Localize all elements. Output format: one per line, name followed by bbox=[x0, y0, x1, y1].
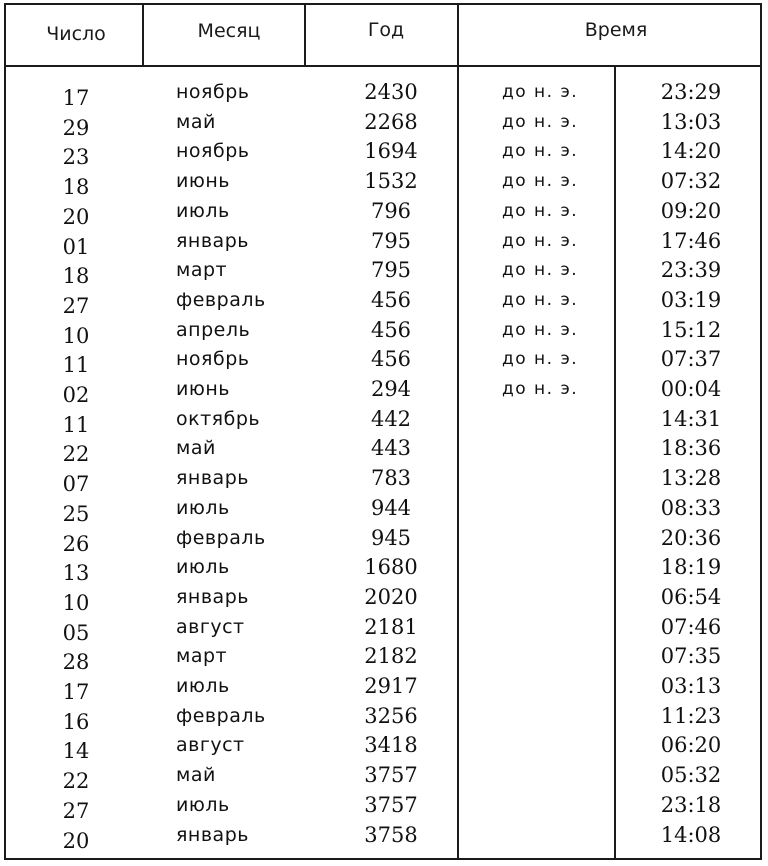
year-cell: 1532 bbox=[364, 169, 418, 194]
time-cell: 03:13 bbox=[660, 674, 722, 698]
time-cell: 23:39 bbox=[660, 258, 722, 283]
day-cell: 10 bbox=[62, 590, 90, 615]
day-cell: 17 bbox=[62, 86, 90, 110]
year-cell: 456 bbox=[370, 287, 412, 312]
day-cell: 16 bbox=[62, 709, 90, 734]
table-row bbox=[6, 821, 760, 851]
day-cell: 23 bbox=[62, 145, 90, 170]
day-cell: 05 bbox=[62, 620, 90, 645]
time-cell: 08:33 bbox=[660, 495, 722, 520]
year-cell: 3758 bbox=[364, 822, 418, 847]
time-cell: 00:04 bbox=[660, 377, 722, 401]
day-cell: 10 bbox=[62, 323, 90, 348]
time-cell: 14:08 bbox=[660, 822, 722, 847]
header-year: Год bbox=[367, 19, 405, 41]
month-cell: январь bbox=[176, 585, 249, 608]
table-row bbox=[6, 524, 760, 554]
year-cell: 2268 bbox=[364, 109, 418, 134]
table-row bbox=[6, 108, 760, 138]
month-cell: январь bbox=[176, 467, 249, 490]
time-cell: 09:20 bbox=[660, 198, 722, 223]
era-cell: до н. э. bbox=[502, 111, 579, 132]
day-cell: 18 bbox=[62, 264, 90, 289]
time-cell: 03:19 bbox=[660, 287, 722, 312]
year-cell: 3256 bbox=[364, 703, 418, 728]
month-cell: ноябрь bbox=[176, 81, 250, 103]
table-row bbox=[6, 642, 760, 675]
year-cell: 795 bbox=[370, 228, 412, 253]
time-cell: 07:46 bbox=[660, 614, 722, 639]
month-cell: июль bbox=[176, 675, 230, 697]
day-cell: 20 bbox=[62, 204, 90, 229]
month-cell: август bbox=[176, 734, 245, 757]
table-row bbox=[6, 761, 760, 794]
month-cell: апрель bbox=[176, 318, 251, 341]
month-cell: ноябрь bbox=[176, 348, 250, 371]
era-cell: до н. э. bbox=[502, 82, 579, 102]
month-cell: март bbox=[176, 645, 228, 668]
year-cell: 783 bbox=[370, 466, 412, 491]
day-cell: 11 bbox=[62, 412, 90, 437]
year-cell: 442 bbox=[370, 406, 412, 431]
month-cell: февраль bbox=[176, 288, 266, 311]
table-row bbox=[6, 375, 760, 405]
time-cell: 06:54 bbox=[660, 584, 722, 609]
year-cell: 2181 bbox=[364, 614, 418, 639]
month-cell: январь bbox=[176, 823, 249, 846]
year-cell: 1694 bbox=[364, 139, 418, 164]
table-row bbox=[6, 553, 760, 586]
era-cell: до н. э. bbox=[502, 141, 579, 162]
time-cell: 07:32 bbox=[660, 169, 722, 194]
day-cell: 27 bbox=[62, 293, 90, 318]
month-cell: май bbox=[176, 764, 216, 787]
table-row bbox=[6, 137, 760, 170]
table-row bbox=[6, 227, 760, 257]
header-day: Число bbox=[46, 23, 106, 45]
table-row bbox=[6, 702, 760, 732]
table-row bbox=[6, 464, 760, 497]
year-cell: 1680 bbox=[364, 555, 418, 580]
time-cell: 07:35 bbox=[660, 644, 722, 669]
time-cell: 07:37 bbox=[660, 347, 722, 372]
year-cell: 2430 bbox=[364, 80, 418, 104]
year-cell: 795 bbox=[370, 258, 412, 283]
table-row bbox=[6, 286, 760, 316]
year-cell: 3757 bbox=[364, 792, 418, 817]
table-row bbox=[6, 494, 760, 524]
day-cell: 18 bbox=[62, 175, 90, 200]
era-cell: до н. э. bbox=[502, 349, 579, 370]
era-cell: до н. э. bbox=[502, 319, 579, 340]
day-cell: 26 bbox=[62, 531, 90, 556]
header-time: Время bbox=[584, 19, 648, 41]
month-cell: май bbox=[176, 437, 216, 460]
time-cell: 14:20 bbox=[660, 139, 722, 164]
time-cell: 18:36 bbox=[660, 436, 722, 461]
time-cell: 13:03 bbox=[660, 109, 722, 134]
table-row bbox=[6, 434, 760, 467]
table-row bbox=[6, 345, 760, 378]
month-cell: май bbox=[176, 110, 216, 133]
year-cell: 2917 bbox=[364, 674, 418, 698]
year-cell: 3757 bbox=[364, 763, 418, 788]
day-cell: 13 bbox=[62, 561, 90, 586]
year-cell: 2182 bbox=[364, 644, 418, 669]
year-cell: 3418 bbox=[364, 733, 418, 758]
table-row bbox=[6, 731, 760, 764]
month-cell: июль bbox=[176, 496, 230, 519]
year-cell: 945 bbox=[370, 525, 412, 550]
year-cell: 796 bbox=[370, 198, 412, 223]
table-row bbox=[6, 583, 760, 613]
year-cell: 456 bbox=[370, 317, 412, 342]
month-cell: ноябрь bbox=[176, 140, 250, 163]
month-cell: август bbox=[176, 615, 245, 638]
month-cell: июнь bbox=[176, 378, 230, 400]
day-cell: 27 bbox=[62, 798, 90, 823]
time-cell: 05:32 bbox=[660, 763, 722, 788]
month-cell: июль bbox=[176, 199, 230, 222]
day-cell: 01 bbox=[62, 234, 90, 259]
table-row bbox=[6, 672, 760, 702]
table-row bbox=[6, 78, 760, 108]
day-cell: 22 bbox=[62, 769, 90, 794]
day-cell: 17 bbox=[62, 680, 90, 704]
table-row bbox=[6, 197, 760, 227]
time-cell: 15:12 bbox=[660, 317, 722, 342]
day-cell: 29 bbox=[62, 115, 90, 140]
year-cell: 2020 bbox=[364, 584, 418, 609]
day-cell: 20 bbox=[62, 828, 90, 853]
era-cell: до н. э. bbox=[502, 200, 579, 221]
day-cell: 25 bbox=[62, 501, 90, 526]
time-cell: 20:36 bbox=[660, 525, 722, 550]
month-cell: октябрь bbox=[176, 407, 261, 430]
day-cell: 14 bbox=[62, 739, 90, 764]
era-cell: до н. э. bbox=[502, 260, 579, 281]
era-cell: до н. э. bbox=[502, 379, 579, 399]
era-cell: до н. э. bbox=[502, 289, 579, 310]
year-cell: 443 bbox=[370, 436, 412, 461]
time-cell: 13:28 bbox=[660, 466, 722, 491]
header-month: Месяц bbox=[197, 20, 261, 42]
era-cell: до н. э. bbox=[502, 171, 579, 192]
era-cell: до н. э. bbox=[502, 230, 579, 251]
day-cell: 02 bbox=[62, 383, 90, 407]
time-cell: 18:19 bbox=[660, 555, 722, 580]
year-cell: 456 bbox=[370, 347, 412, 372]
table-row bbox=[6, 167, 760, 200]
day-cell: 07 bbox=[62, 472, 90, 497]
table-row bbox=[6, 613, 760, 643]
day-cell: 22 bbox=[62, 442, 90, 467]
time-cell: 17:46 bbox=[660, 228, 722, 253]
month-cell: февраль bbox=[176, 526, 266, 549]
dates-table bbox=[4, 3, 762, 860]
month-cell: март bbox=[176, 259, 228, 282]
time-cell: 11:23 bbox=[660, 703, 722, 728]
table-row bbox=[6, 791, 760, 821]
time-cell: 23:18 bbox=[660, 792, 722, 817]
month-cell: июль bbox=[176, 793, 230, 816]
day-cell: 28 bbox=[62, 650, 90, 675]
month-cell: июнь bbox=[176, 170, 230, 193]
time-cell: 23:29 bbox=[660, 80, 722, 104]
day-cell: 11 bbox=[62, 353, 90, 378]
table-header bbox=[6, 5, 760, 67]
table-row bbox=[6, 256, 760, 289]
year-cell: 294 bbox=[370, 377, 412, 401]
year-cell: 944 bbox=[370, 495, 412, 520]
table-row bbox=[6, 316, 760, 346]
month-cell: июль bbox=[176, 556, 230, 579]
table-row bbox=[6, 405, 760, 435]
month-cell: февраль bbox=[176, 704, 266, 727]
month-cell: январь bbox=[176, 229, 249, 252]
time-cell: 06:20 bbox=[660, 733, 722, 758]
time-cell: 14:31 bbox=[660, 406, 722, 431]
